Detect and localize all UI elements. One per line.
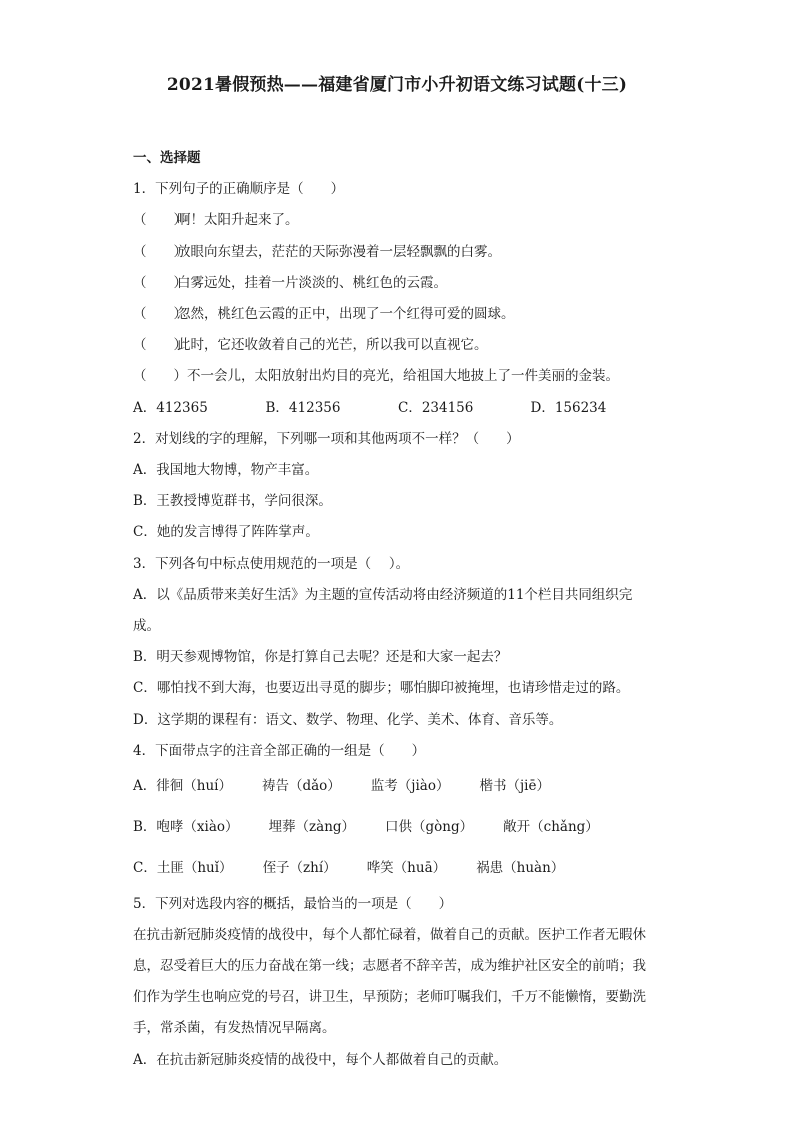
q5-passage-line: 在抗击新冠肺炎疫情的战役中，每个人都忙碌着，做着自己的贡献。医护工作者无暇休 [133, 926, 646, 943]
q5-option-a[interactable]: A．在抗击新冠肺炎疫情的战役中，每个人都做着自己的贡献。 [133, 1051, 508, 1068]
q5-passage-line: 手，常杀菌，有发热情况早隔离。 [133, 1020, 336, 1037]
q5-passage-line: 们作为学生也响应党的号召，讲卫生，早预防；老师叮嘱我们，千万不能懒惰，要勤洗 [133, 989, 646, 1006]
q3-option-a-cont[interactable]: 成。 [133, 618, 160, 635]
q3-option-a[interactable]: A．以《品质带来美好生活》为主题的宣传活动将由经济频道的11个栏目共同组织完 [133, 586, 633, 603]
q1-sentence: （ ）不一会儿，太阳放射出灼目的亮光，给祖国大地披上了一件美丽的金装。 [133, 368, 619, 385]
q5-stem: 5．下列对选段内容的概括，最恰当的一项是（ ） [133, 895, 453, 912]
q2-option-a[interactable]: A．我国地大物博，物产丰富。 [133, 462, 319, 479]
q3-stem: 3．下列各句中标点使用规范的一项是（ ）。 [133, 555, 410, 572]
q3-option-d[interactable]: D．这学期的课程有：语文、数学、物理、化学、美术、体育、音乐等。 [133, 711, 563, 728]
q1-stem: 1．下列句子的正确顺序是（ ） [133, 181, 345, 198]
page-title: 2021暑假预热——福建省厦门市小升初语文练习试题(十三) [166, 75, 628, 95]
q1-option-d[interactable]: D．156234 [530, 399, 607, 416]
q5-passage-line: 息，忍受着巨大的压力奋战在第一线；志愿者不辞辛苦，成为维护社区安全的前哨；我 [133, 958, 646, 975]
exam-content [133, 143, 663, 1076]
q1-sentence: （ ）忽然，桃红色云霞的正中，出现了一个红得可爱的圆球。 [133, 306, 515, 323]
q1-option-b[interactable]: B．412356 [265, 399, 341, 416]
q4-option-c[interactable]: C． 土匪（huǐ） 侄子（zhí） 哗笑（huā） 祸患（huàn） [133, 860, 565, 877]
q1-sentence: （ ）放眼向东望去，茫茫的天际弥漫着一层轻飘飘的白雾。 [133, 243, 501, 260]
q1-sentence: （ ）此时，它还收敛着自己的光芒，所以我可以直视它。 [133, 337, 488, 354]
q2-option-b[interactable]: B．王教授博览群书，学问很深。 [133, 493, 332, 510]
q1-sentence: （ ）啊！太阳升起来了。 [133, 212, 299, 229]
q2-option-c[interactable]: C．她的发言博得了阵阵掌声。 [133, 524, 319, 541]
q4-option-b[interactable]: B． 咆哮（xiào） 埋葬（zàng） 口供（gòng） 敞开（chǎng） [133, 819, 599, 836]
q1-sentence: （ ）白雾远处，挂着一片淡淡的、桃红色的云霞。 [133, 274, 447, 291]
q2-stem: 2．对划线的字的理解，下列哪一项和其他两项不一样？（ ） [133, 430, 520, 447]
q4-option-a[interactable]: A． 徘徊（huí） 祷告（dǎo） 监考（jiào） 楷书（jiē） [133, 778, 550, 795]
q1-option-c[interactable]: C．234156 [398, 399, 474, 416]
q1-option-a[interactable]: A．412365 [133, 399, 208, 416]
section-heading: 一、选择题 [133, 150, 201, 166]
q4-stem: 4．下面带点字的注音全部正确的一组是（ ） [133, 742, 426, 759]
q1-options [133, 393, 663, 424]
q3-option-b[interactable]: B．明天参观博物馆，你是打算自己去呢？还是和大家一起去？ [133, 649, 508, 666]
q3-option-c[interactable]: C．哪怕找不到大海，也要迈出寻觅的脚步；哪怕脚印被掩埋，也请珍惜走过的路。 [133, 680, 630, 697]
